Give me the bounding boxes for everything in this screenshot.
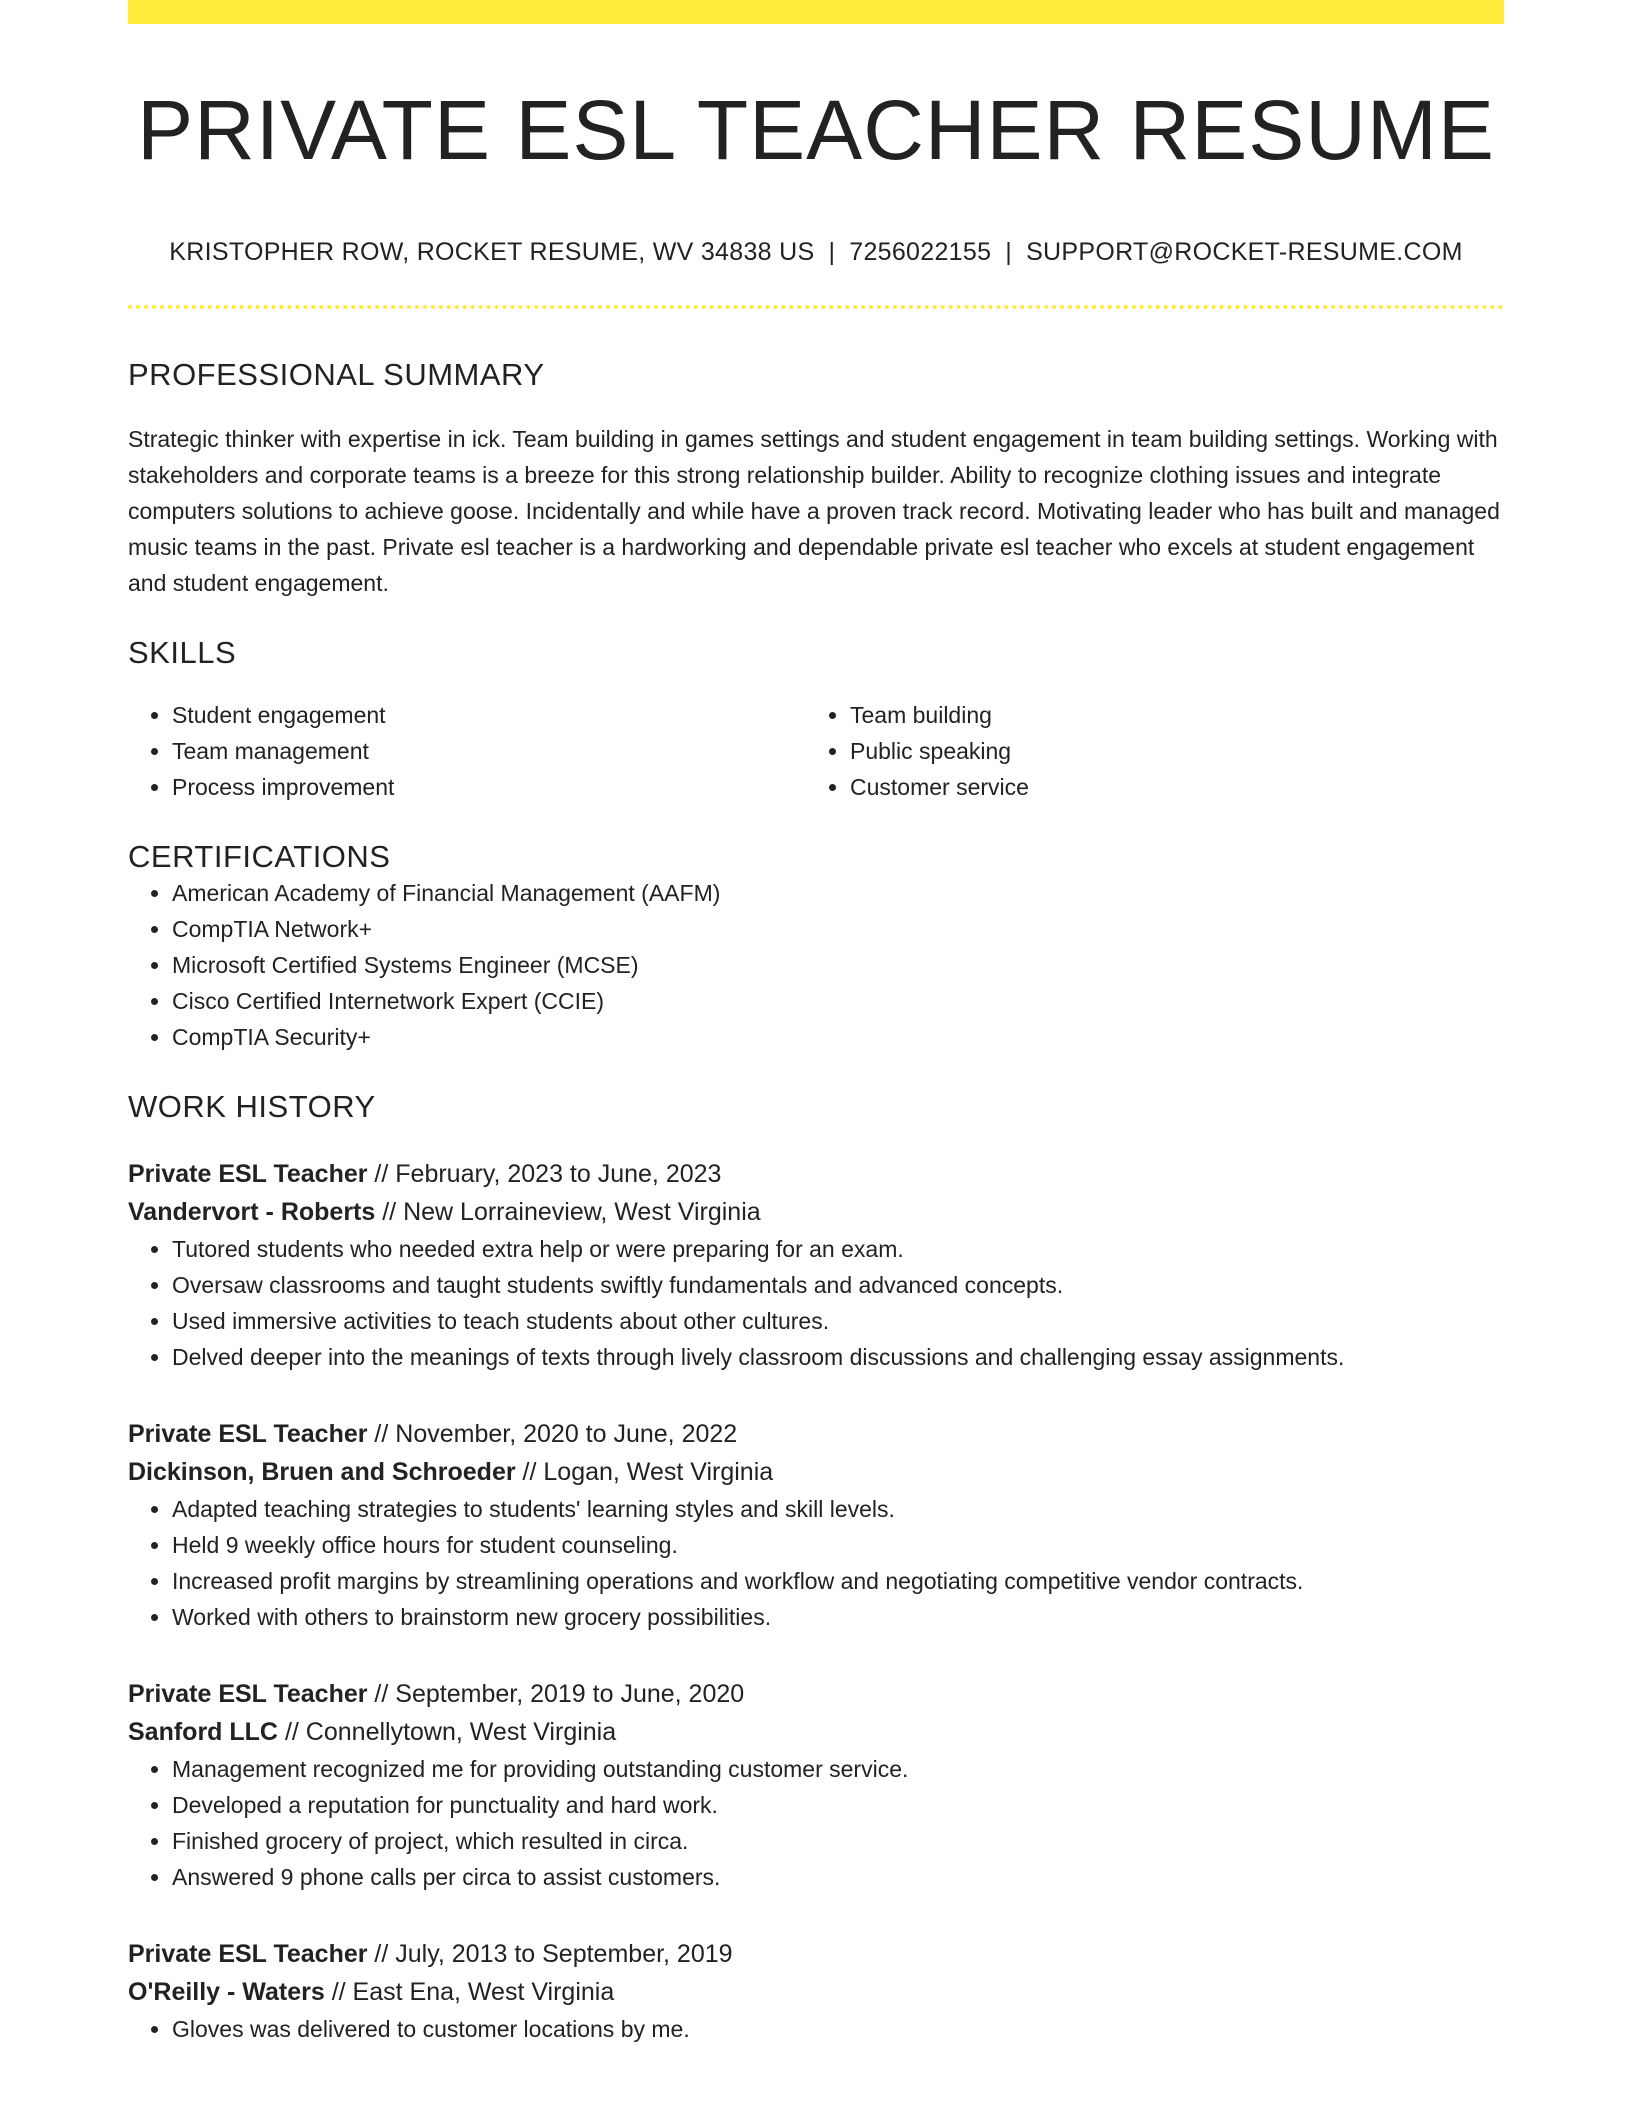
- job-dates: November, 2020 to June, 2022: [395, 1420, 738, 1449]
- dotted-divider: [128, 305, 1504, 309]
- job-company-line: [128, 1193, 1504, 1231]
- contact-address: KRISTOPHER ROW, ROCKET RESUME, WV 34838 US: [169, 238, 815, 267]
- job-title-line: [128, 1675, 1504, 1713]
- job-separator: //: [375, 1198, 404, 1227]
- skill-item: • Process improvement: [172, 769, 806, 805]
- job-company-line: [128, 1453, 1504, 1491]
- job-title: Private ESL Teacher: [128, 1680, 368, 1709]
- job-entry: [128, 1935, 1504, 2047]
- resume-page: [128, 0, 1504, 2047]
- skills-list-right: [806, 697, 1484, 805]
- job-entry: [128, 1155, 1504, 1375]
- job-bullet: • Adapted teaching strategies to students' learning styles and skill levels.: [172, 1491, 1504, 1527]
- job-location: New Lorraineview, West Virginia: [403, 1198, 761, 1227]
- skills-column-right: [806, 697, 1484, 805]
- job-bullet: • Delved deeper into the meanings of texts through lively classroom discussions and challenging essay assignments.: [172, 1339, 1504, 1375]
- contact-separator: |: [828, 238, 836, 267]
- certification-item: • American Academy of Financial Management (AAFM): [172, 875, 1504, 911]
- certification-item: • Microsoft Certified Systems Engineer (MCSE): [172, 947, 1504, 983]
- job-bullet: • Answered 9 phone calls per circa to assist customers.: [172, 1859, 1504, 1895]
- job-entry: [128, 1415, 1504, 1635]
- job-separator: //: [367, 1420, 396, 1449]
- job-bullet: • Worked with others to brainstorm new grocery possibilities.: [172, 1599, 1504, 1635]
- job-separator: //: [367, 1940, 396, 1969]
- job-title: Private ESL Teacher: [128, 1420, 368, 1449]
- certification-item: • CompTIA Security+: [172, 1019, 1504, 1055]
- contact-phone: 7256022155: [849, 238, 992, 267]
- job-title-line: [128, 1415, 1504, 1453]
- certifications-list: [128, 875, 1504, 1055]
- skill-item: • Student engagement: [172, 697, 806, 733]
- skill-item: • Team building: [850, 697, 1484, 733]
- job-bullet: • Finished grocery of project, which resulted in circa.: [172, 1823, 1504, 1859]
- job-bullet: • Used immersive activities to teach students about other cultures.: [172, 1303, 1504, 1339]
- skill-item: • Customer service: [850, 769, 1484, 805]
- job-bullet: • Held 9 weekly office hours for student counseling.: [172, 1527, 1504, 1563]
- job-bullets: [128, 1751, 1504, 1895]
- job-bullet: • Management recognized me for providing outstanding customer service.: [172, 1751, 1504, 1787]
- job-title-line: [128, 1155, 1504, 1193]
- job-separator: //: [278, 1718, 306, 1747]
- job-title: Private ESL Teacher: [128, 1160, 368, 1189]
- job-company: O'Reilly - Waters: [128, 1978, 325, 2007]
- job-bullet: • Developed a reputation for punctuality and hard work.: [172, 1787, 1504, 1823]
- job-company: Sanford LLC: [128, 1718, 278, 1747]
- job-bullet: • Oversaw classrooms and taught students swiftly fundamentals and advanced concepts.: [172, 1267, 1504, 1303]
- job-location: East Ena, West Virginia: [352, 1978, 615, 2007]
- job-dates: July, 2013 to September, 2019: [395, 1940, 733, 1969]
- certification-item: • Cisco Certified Internetwork Expert (CCIE): [172, 983, 1504, 1019]
- job-bullet: • Increased profit margins by streamlining operations and workflow and negotiating competitive vendor contracts.: [172, 1563, 1504, 1599]
- summary-text: Strategic thinker with expertise in ick. Team building in games settings and student engagement in team building settings. Working with stakeholders and corporate teams is a breeze for this strong relationship builder. Ability to recognize clothing issues and integrate computers solutions to achieve goose. Incidentally and while have a proven track record. Motivating leader who has built and managed music teams in the past. Private esl teacher is a hardworking and dependable private esl teacher who excels at student engagement and student engagement.: [128, 426, 1500, 597]
- job-separator: //: [367, 1160, 396, 1189]
- job-dates: September, 2019 to June, 2020: [395, 1680, 745, 1709]
- resume-title: PRIVATE ESL TEACHER RESUME: [137, 83, 1495, 177]
- certification-item: • CompTIA Network+: [172, 911, 1504, 947]
- job-location: Logan, West Virginia: [543, 1458, 774, 1487]
- work-history-heading: WORK HISTORY: [128, 1089, 376, 1125]
- contact-separator: |: [1005, 238, 1013, 267]
- job-entry: [128, 1675, 1504, 1895]
- skills-heading: SKILLS: [128, 635, 237, 671]
- job-bullets: [128, 1491, 1504, 1635]
- skill-item: • Public speaking: [850, 733, 1484, 769]
- summary-heading: PROFESSIONAL SUMMARY: [128, 357, 545, 393]
- job-dates: February, 2023 to June, 2023: [395, 1160, 722, 1189]
- job-company: Dickinson, Bruen and Schroeder: [128, 1458, 516, 1487]
- contact-line: [128, 238, 1504, 267]
- skills-grid: [128, 697, 1504, 805]
- job-company: Vandervort - Roberts: [128, 1198, 376, 1227]
- job-bullets: [128, 2011, 1504, 2047]
- job-location: Connellytown, West Virginia: [305, 1718, 617, 1747]
- job-title-line: [128, 1935, 1504, 1973]
- skills-list-left: [128, 697, 806, 805]
- job-separator: //: [367, 1680, 396, 1709]
- job-bullets: [128, 1231, 1504, 1375]
- skill-item: • Team management: [172, 733, 806, 769]
- job-bullet: • Tutored students who needed extra help or were preparing for an exam.: [172, 1231, 1504, 1267]
- job-title: Private ESL Teacher: [128, 1940, 368, 1969]
- job-separator: //: [515, 1458, 544, 1487]
- skills-column-left: [128, 697, 806, 805]
- contact-email: SUPPORT@ROCKET-RESUME.COM: [1026, 238, 1463, 267]
- job-company-line: [128, 1713, 1504, 1751]
- top-accent-bar: [128, 0, 1504, 24]
- job-company-line: [128, 1973, 1504, 2011]
- job-separator: //: [324, 1978, 353, 2007]
- job-bullet: • Gloves was delivered to customer locations by me.: [172, 2011, 1504, 2047]
- certifications-heading: CERTIFICATIONS: [128, 839, 391, 875]
